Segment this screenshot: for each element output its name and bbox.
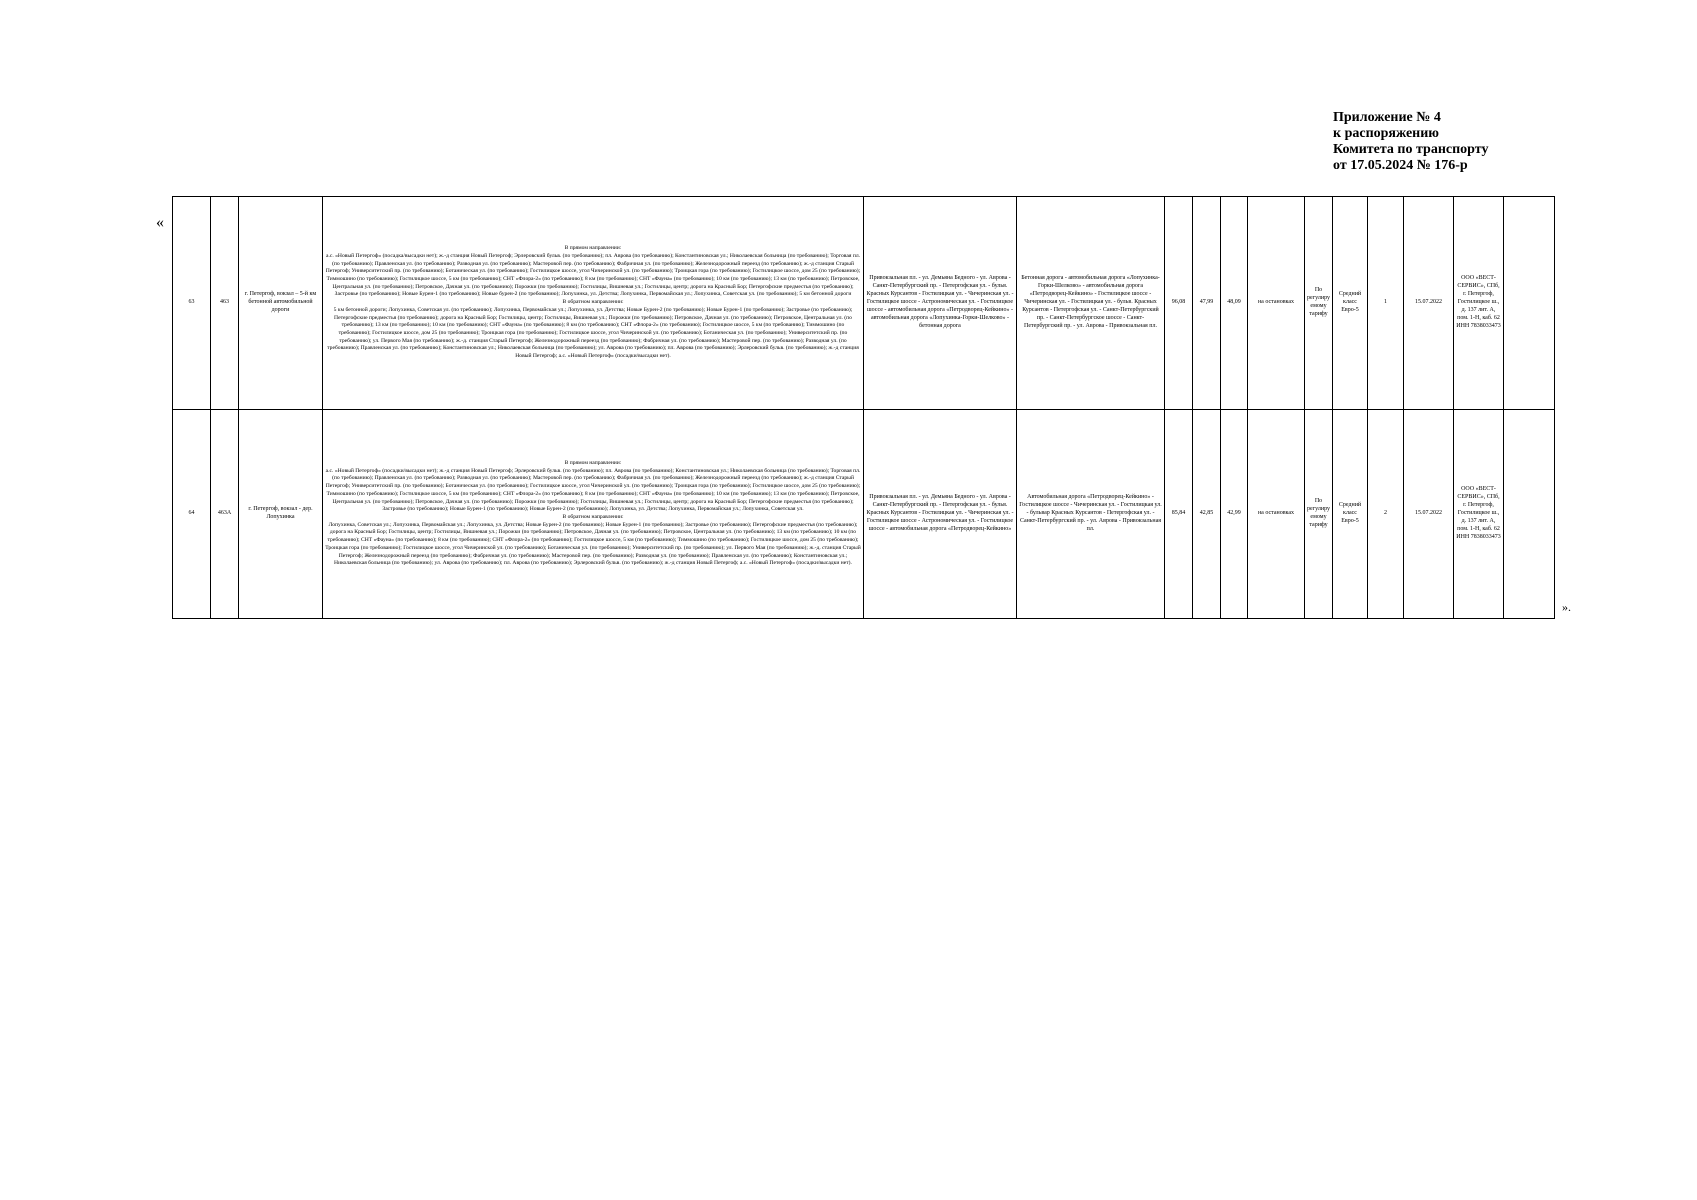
forward-stops-list: а.с. «Новый Петергоф» (посадки/высадки нет); ж.-д станция Новый Петергоф; Эрлеровский бульв. (по требованию); пл. Аврова (по требованию); Константиновская ул.; Николаевская больница (по требованию); Торговая пл. (по требованию); Правленская ул. (по требованию); Разводная ул. (по требованию); Мастеровой пер. (по требованию); Фабричная ул. (по требованию); Железнодорожный переезд (по требованию); ж.-д станция Старый Петергоф; Университетский пр. (по требованию); Ботаническая ул. (по требованию); Гостилицкое шоссе, угол Чичеринской ул. (по требованию); Троицкая гора (по требованию); Гостилицкое шоссе, дом 25 (по требованию); Тиммошино (по требованию); Гостилицкое шоссе, 5 км (по требованию); СНТ «Флора-2» (по требованию); 8 км (по требованию); СНТ «Фауна» (по требованию); 10 км (по требованию); 13 км (по требованию); Петровское, Центральная ул. (по требованию); Петровское, Дачная ул. (по требованию); Порожки (по требованию); Гостилицы, Вишневая ул.; Гостилицы, центр; дорога на Красный Бор; Петергофские предместья (по требованию); Застровье (по требованию); Новые Бурен-1 (по требованию); Новые Бурен-2 (по требованию); Лопухинка, ул. Детства; Лопухинка, Первомайская ул.; Лопухинка, Советская ул. — [325, 467, 861, 513]
route-name: г. Петергоф, вокзал - дер. Лопухинка — [239, 410, 323, 619]
backward-stops-list: Лопухинка, Советская ул.; Лопухинка, Первомайская ул.; Лопухинка, ул. Детства; Новые Бурен-2 (по требованию); Новые Бурен-1 (по требованию); Застровье (по требованию); Петергофские предместья (по требованию); дорога на Красный Бор; Гостилицы, центр; Гостилицы, Вишневая ул.; Порожки (по требованию); Петровское, Дачная ул. (по требованию); Петровское, Центральная ул. (по требованию); 13 км (по требованию); 10 км (по требованию); СНТ «Фауна» (по требованию); 8 км (по требованию); СНТ «Флора-2» (по требованию); Гостилицкое шоссе, 5 км (по требованию); Тиммошино (по требованию); Гостилицкое шоссе, дом 25 (по требованию); Троицкая гора (по требованию); Гостилицкое шоссе, угол Чичеринской ул. (по требованию); Ботаническая ул. (по требованию); Университетский пр. (по требованию); ул. Первого Мая (по требованию); ж.-д. станция Старый Петергоф; Железнодорожный переезд (по требованию); Фабричная ул. (по требованию); Мастеровой пер. (по требованию); Разводная ул. (по требованию); Правленская ул. (по требованию); Константиновская ул.; Николаевская больница (по требованию); ул. Аврова (по требованию); пл. Аврова (по требованию); Эрлеровский бульв. (по требованию); ж.-д станция Новый Петергоф; а.с. «Новый Петергоф» (посадки/высадки нет). — [325, 521, 861, 567]
table-row — [173, 197, 1555, 410]
forward-direction-label: В прямом направлении: — [564, 460, 622, 467]
carrier-info: ООО «ВЕСТ-СЕРВИС», СПб, г. Петергоф, Гостилицкое ш., д. 137 лит. А, пом. 1-Н, каб. 62 ИНН 7838033473 — [1454, 410, 1504, 619]
row-number: 64 — [173, 410, 211, 619]
stop-mode: на остановках — [1248, 410, 1305, 619]
streets-backward: Бетонная дорога - автомобильная дорога «Лопухинка-Горки-Шелково» - автомобильная дорога «Петродворец-Кейкино» - Гостилицкое шоссе - Чичеринская ул. - Гостилицкая ул. - бульв. Красных Курсантов - Петергофская ул. - Санкт-Петербургский пр. - Санкт-Петербургское шоссе - Санкт-Петербургский пр. - ул. Аврова - Привокзальная пл. — [1017, 197, 1165, 410]
route-stops — [323, 197, 864, 410]
route-length-backward: 48,09 — [1221, 197, 1248, 410]
streets-backward: Автомобильная дорога «Петродворец-Кейкино» - Гостилицкое шоссе - Чичеринская ул. - Гостилицкая ул. - бульвар Красных Курсантов - Петергофская ул. - Санкт-Петербургский пр. - ул. Аврова - Привокзальная пл. — [1017, 410, 1165, 619]
forward-stops-list: а.с. «Новый Петергоф» (посадка/высадки нет); ж.-д станция Новый Петергоф; Эрлеровский бульв. (по требованию); пл. Аврова (по требованию); Константиновская ул.; Николаевская больница (по требованию); Торговая пл. (по требованию); Правленская ул. (по требованию); Разводная ул. (по требованию); Мастеровой пер. (по требованию); Фабричная ул. (по требованию); Железнодорожный переезд (по требованию); ж.-д станция Старый Петергоф; Университетский пр. (по требованию); Ботаническая ул. (по требованию); Гостилицкое шоссе, угол Чичеринской ул. (по требованию); Троицкая гора (по требованию); Гостилицкое шоссе, дом 25 (по требованию); Тиммошино (по требованию); Гостилицкое шоссе, 5 км (по требованию); СНТ «Флора-2» (по требованию); 8 км (по требованию); СНТ «Фауна» (по требованию); 10 км (по требованию); 13 км (по требованию); Петровское, Центральная ул. (по требованию); Петровское, Дачная ул. (по требованию); Порожки (по требованию); Гостилицы, Вишневая ул.; Гостилицы, центр; дорога на Красный Бор; Петергофские предместья (по требованию); Застровье (по требованию); Новые Бурен-1 (по требованию); Новые бурен-2 (по требованию); Лопухинка, ул. Детства; Лопухинка, Первомайская ул.; Лопухинка, Советская ул. (по требованию); 5 км бетонной дороги — [325, 252, 861, 298]
vehicle-class: Средний класс Евро-5 — [1333, 197, 1368, 410]
route-length-backward: 42,99 — [1221, 410, 1248, 619]
carrier-info: ООО «ВЕСТ-СЕРВИС», СПб, г. Петергоф, Гостилицкое ш., д. 137 лит. А, пом. 1-Н, каб. 62 ИНН 7838033473 — [1454, 197, 1504, 410]
appendix-date-number: от 17.05.2024 № 176-р — [1333, 158, 1468, 173]
vehicle-count: 2 — [1368, 410, 1404, 619]
backward-stops-list: 5 км бетонной дороги; Лопухинка, Советская ул. (по требованию); Лопухинка, Первомайская ул.; Лопухинка, ул. Детства; Новые Бурен-2 (по требованию); Новые Бурен-1 (по требованию); Застровье (по требованию); Петергофские предместья (по требованию); дорога на Красный Бор; Гостилицы, центр; Гостилицы, Вишневая ул.; Порожки (по требованию); Петровское, Дачная ул. (по требованию); Петровское, Центральная ул. (по требованию); 13 км (по требованию); 10 км (по требованию); СНТ «Фауна» (по требованию); 8 км (по требованию); СНТ «Флора-2» (по требованию); Гостилицкое шоссе, 5 км (по требованию); Тиммошино (по требованию); Гостилицкое шоссе, дом 25 (по требованию); Троицкая гора (по требованию); Гостилицкое шоссе, угол Чичеринской ул. (по требованию); Ботаническая ул. (по требованию); Университетский пр. (по требованию); ул. Первого Мая (по требованию); ж.-д. станция Старый Петергоф; Железнодорожный переезд (по требованию); Фабричная ул. (по требованию); Мастеровой пер. (по требованию); Разводная ул. (по требованию); Правленская ул. (по требованию); Константиновская ул.; Николаевская больница (по требованию); ул. Аврова (по требованию); пл. Аврова (по требованию); Эрлеровский бульв. (по требованию); ж.-д станция Новый Петергоф; а.с. «Новый Петергоф» (посадки/высадки нет). — [327, 306, 859, 360]
tariff-type: По регулируемому тарифу — [1305, 410, 1333, 619]
vehicle-class: Средний класс Евро-5 — [1333, 410, 1368, 619]
route-length-forward: 47,99 — [1193, 197, 1221, 410]
empty-cell — [1504, 197, 1555, 410]
route-length-forward: 42,85 — [1193, 410, 1221, 619]
route-length-total: 96,08 — [1165, 197, 1193, 410]
empty-cell — [1504, 410, 1555, 619]
table-row — [173, 410, 1555, 619]
route-number: 463А — [211, 410, 239, 619]
route-number: 463 — [211, 197, 239, 410]
appendix-committee: Комитета по транспорту — [1333, 142, 1489, 157]
closing-quote: ». — [1562, 600, 1571, 614]
start-date: 15.07.2022 — [1404, 410, 1454, 619]
routes-table — [172, 196, 1555, 619]
vehicle-count: 1 — [1368, 197, 1404, 410]
backward-direction-label: В обратном направлении: — [562, 299, 624, 306]
appendix-order-ref: к распоряжению — [1333, 126, 1440, 141]
opening-quote: « — [156, 214, 164, 231]
appendix-header — [1333, 110, 1633, 174]
start-date: 15.07.2022 — [1404, 197, 1454, 410]
backward-direction-label: В обратном направлении: — [562, 514, 624, 520]
streets-forward: Привокзальная пл. - ул. Демьяна Бедного - ул. Аврова - Санкт-Петербургский пр. - Петергофская ул. - бульв. Красных Курсантов - Гостилицкая ул. - Чичеринская ул. - Гостилицкое шоссе - Астрономическая ул. - Гостилицкое шоссе - автомобильная дорога «Петродворец-Кейкино» — [864, 410, 1017, 619]
row-number: 63 — [173, 197, 211, 410]
route-length-total: 85,84 — [1165, 410, 1193, 619]
route-name: г. Петергоф, вокзал – 5-й км бетонной автомобильной дороги — [239, 197, 323, 410]
streets-forward: Привокзальная пл. - ул. Демьяна Бедного - ул. Аврова - Санкт-Петербургский пр. - Петергофская ул. - бульв. Красных Курсантов - Гостилицкая ул. - Чичеринская ул. - Гостилицкое шоссе - Астрономическая ул. - Гостилицкое шоссе - автомобильная дорога «Петродворец-Кейкино» - автомобильная дорога «Лопухинка-Горки-Шелково» - бетонная дорога — [864, 197, 1017, 410]
forward-direction-label: В прямом направлении: — [564, 245, 622, 252]
route-stops — [323, 410, 864, 619]
stop-mode: на остановках — [1248, 197, 1305, 410]
tariff-type: По регулируемому тарифу — [1305, 197, 1333, 410]
appendix-title: Приложение № 4 — [1333, 110, 1441, 125]
